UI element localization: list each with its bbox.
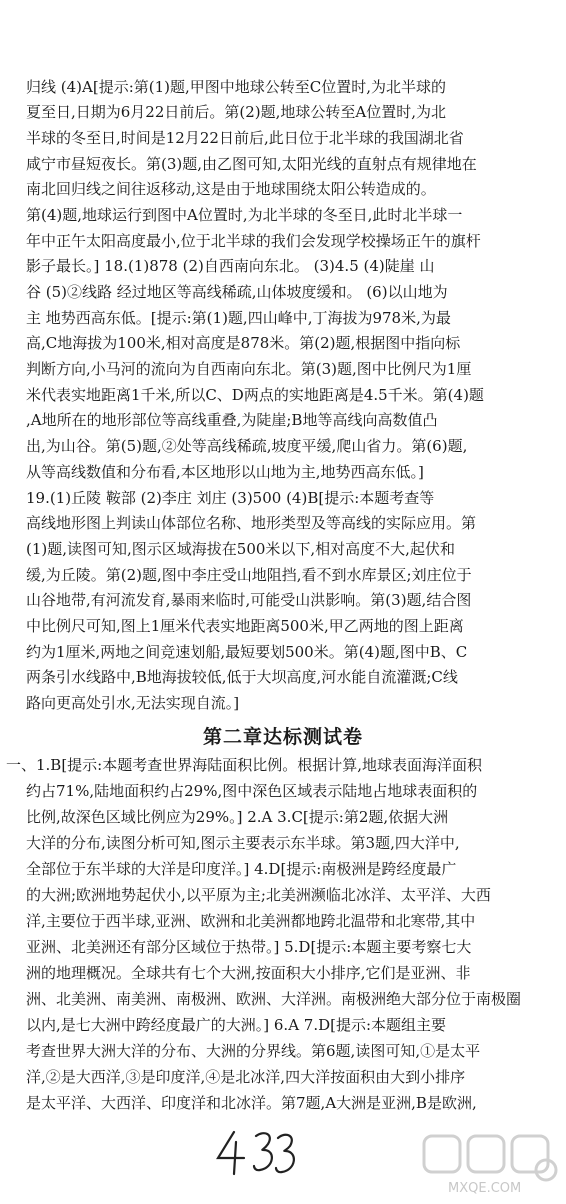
text-line: 第(4)题,地球运行到图中A位置时,为北半球的冬至日,此时北半球一 [26,206,463,224]
text-line: 高,C地海拔为100米,相对高度是878米。第(2)题,根据图中指向标 [26,334,461,352]
handwritten-page-number [212,1128,302,1178]
text-line: 以内,是七大洲中跨经度最广的大洲。] 6.A 7.D[提示:本题组主要 [26,1016,447,1034]
text-line: 全部位于东半球的大洋是印度洋。] 4.D[提示:南极洲是跨经度最广 [26,860,457,878]
text-line: 两条引水线路中,B地海拔较低,低于大坝高度,河水能自流灌溉;C线 [26,668,458,686]
text-line: 归线 (4)A[提示:第(1)题,甲图中地球公转至C位置时,为北半球的 [26,78,447,96]
text-line: 中比例尺可知,图上1厘米代表实地距离500米,甲乙两地的图上距离 [26,617,464,635]
text-line: 比例,故深色区域比例应为29%。] 2.A 3.C[提示:第2题,依据大洲 [26,808,449,826]
text-line: 的大洲;欧洲地势起伏小,以平原为主;北美洲濒临北冰洋、太平洋、大西 [26,886,491,904]
text-line: (1)题,读图可知,图示区域海拔在500米以下,相对高度不大,起伏和 [26,540,455,558]
text-line: 判断方向,小马河的流向为自西南向东北。第(3)题,图中比例尺为1厘 [26,360,472,378]
text-line: 亚洲、北美洲还有部分区域位于热带。] 5.D[提示:本题主要考察七大 [26,938,472,956]
text-line: 从等高线数值和分布看,本区地形以山地为主,地势西高东低。] [26,463,424,481]
text-line: 是太平洋、大西洋、印度洋和北冰洋。第7题,A大洲是亚洲,B是欧洲, [26,1094,477,1112]
text-line: 洋,②是大西洋,③是印度洋,④是北冰洋,四大洋按面积由大到小排序 [26,1068,466,1086]
text-line: 夏至日,日期为6月22日前后。第(2)题,地球公转至A位置时,为北 [26,103,447,121]
text-line: 缓,为丘陵。第(2)题,图中李庄受山地阻挡,看不到水库景区;刘庄位于 [26,566,472,584]
watermark-text: MXQE.COM [448,1181,522,1196]
text-line: 南北回归线之间往返移动,这是由于地球围绕太阳公转造成的。 [26,180,436,198]
text-line: 洋,主要位于西半球,亚洲、欧洲和北美洲都地跨北温带和北寒带,其中 [26,912,476,930]
text-line: 约占71%,陆地面积约占29%,图中深色区域表示陆地占地球表面积的 [26,782,478,800]
text-line: 山谷地带,有河流发育,暴雨来临时,可能受山洪影响。第(3)题,结合图 [26,591,472,609]
text-line: 约为1厘米,两地之间竞速划船,最短要划500米。第(4)题,图中B、C [26,643,468,661]
text-line: 洲的地理概况。全球共有七个大洲,按面积大小排序,它们是亚洲、非 [26,964,471,982]
text-line: ,A地所在的地形部位等高线重叠,为陡崖;B地等高线向高数值凸 [26,411,438,429]
text-line: 半球的冬至日,时间是12月22日前后,此日位于北半球的我国湖北省 [26,129,464,147]
text-line: 谷 (5)②线路 经过地区等高线稀疏,山体坡度缓和。 (6)以山地为 [26,283,448,301]
text-line: 咸宁市昼短夜长。第(3)题,由乙图可知,太阳光线的直射点有规律地在 [26,155,477,173]
text-line: 出,为山谷。第(5)题,②处等高线稀疏,坡度平缓,爬山省力。第(6)题, [26,437,468,455]
text-line: 大洋的分布,读图分析可知,图示主要表示东半球。第3题,四大洋中, [26,834,460,852]
text-line: 洲、北美洲、南美洲、南极洲、欧洲、大洋洲。南极洲绝大部分位于南极圈 [26,990,522,1008]
text-line: 米代表实地距离1千米,所以C、D两点的实地距离是4.5千米。第(4)题 [26,386,484,404]
text-line: 一、1.B[提示:本题考查世界海陆面积比例。根据计算,地球表面海洋面积 [6,756,483,774]
text-line: 年中正午太阳高度最小,位于北半球的我们会发现学校操场正午的旗杆 [26,232,481,250]
text-line: 高线地形图上判读山体部位名称、地形类型及等高线的实际应用。第 [26,514,477,532]
text-line: 路向更高处引水,无法实现自流。] [26,694,240,712]
text-line: 考查世界大洲大洋的分布、大洲的分界线。第6题,读图可知,①是太平 [26,1042,481,1060]
watermark-logo [418,1132,566,1200]
text-line: 主 地势西高东低。[提示:第(1)题,四山峰中,丁海拔为978米,为最 [26,309,451,327]
text-line: 19.(1)丘陵 鞍部 (2)李庄 刘庄 (3)500 (4)B[提示:本题考查等 [26,489,435,507]
section-heading: 第二章达标测试卷 [202,726,363,748]
text-line: 影子最长。] 18.(1)878 (2)自西南向东北。 (3)4.5 (4)陡崖 山 [26,257,435,275]
